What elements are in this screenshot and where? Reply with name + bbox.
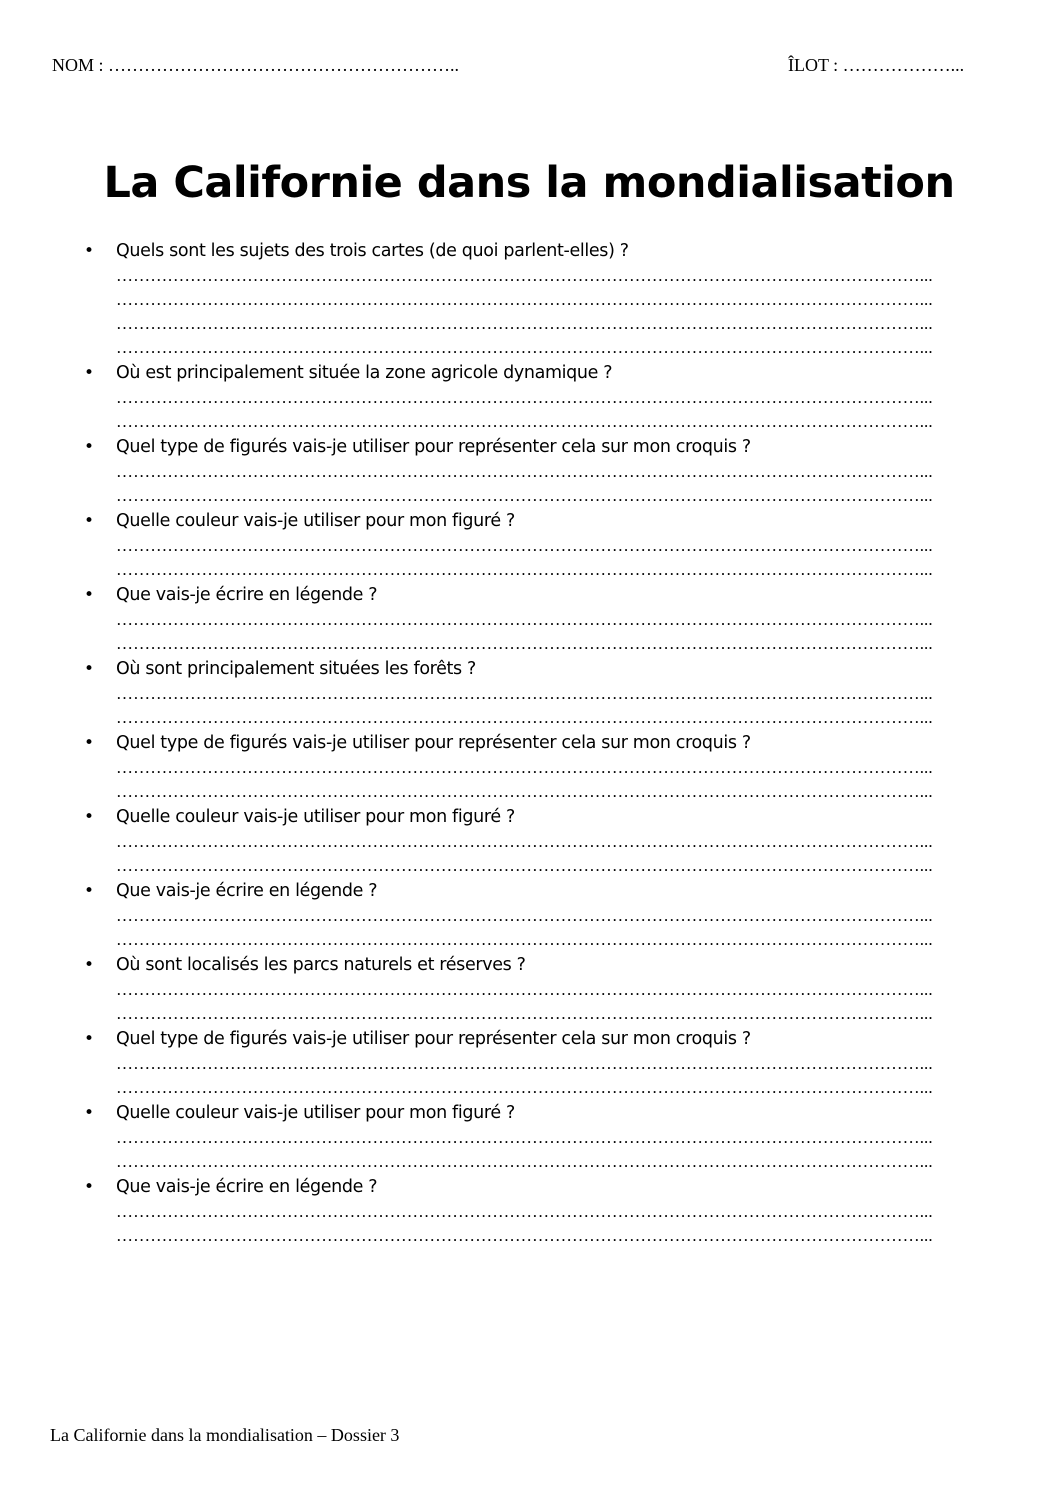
- answer-line[interactable]: ……………………………………………………………………………………………………………………………...: [116, 930, 933, 949]
- answer-line[interactable]: ……………………………………………………………………………………………………………………………...: [116, 708, 933, 727]
- question-text: Que vais-je écrire en légende ?: [116, 585, 378, 605]
- question-item: [0, 656, 1058, 730]
- question-item: [0, 1026, 1058, 1100]
- question-text: Où sont principalement situées les forêts ?: [116, 659, 476, 679]
- question-text: Quelle couleur vais-je utiliser pour mon figuré ?: [116, 807, 515, 827]
- name-field[interactable]: NOM : …………………………………………………..: [52, 55, 460, 75]
- bullet-icon: •: [84, 363, 95, 383]
- question-item: [0, 804, 1058, 878]
- question-text: Quels sont les sujets des trois cartes (de quoi parlent-elles) ?: [116, 241, 629, 261]
- answer-line[interactable]: ……………………………………………………………………………………………………………………………...: [116, 1152, 933, 1171]
- answer-line[interactable]: ……………………………………………………………………………………………………………………………...: [116, 412, 933, 431]
- question-item: [0, 434, 1058, 508]
- page-title: La Californie dans la mondialisation: [103, 157, 955, 208]
- answer-line[interactable]: ……………………………………………………………………………………………………………………………...: [116, 536, 933, 555]
- bullet-icon: •: [84, 1177, 95, 1197]
- question-list: [0, 238, 1058, 1248]
- answer-line[interactable]: ……………………………………………………………………………………………………………………………...: [116, 290, 933, 309]
- bullet-icon: •: [84, 955, 95, 975]
- question-item: [0, 508, 1058, 582]
- answer-line[interactable]: ……………………………………………………………………………………………………………………………...: [116, 782, 933, 801]
- answer-line[interactable]: ……………………………………………………………………………………………………………………………...: [116, 610, 933, 629]
- question-text: Quel type de figurés vais-je utiliser pour représenter cela sur mon croquis ?: [116, 1029, 751, 1049]
- answer-line[interactable]: ……………………………………………………………………………………………………………………………...: [116, 758, 933, 777]
- answer-line[interactable]: ……………………………………………………………………………………………………………………………...: [116, 980, 933, 999]
- answer-line[interactable]: ……………………………………………………………………………………………………………………………...: [116, 832, 933, 851]
- bullet-icon: •: [84, 1103, 95, 1123]
- question-text: Quel type de figurés vais-je utiliser pour représenter cela sur mon croquis ?: [116, 437, 751, 457]
- answer-line[interactable]: ……………………………………………………………………………………………………………………………...: [116, 560, 933, 579]
- answer-line[interactable]: ……………………………………………………………………………………………………………………………...: [116, 1054, 933, 1073]
- question-text: Quel type de figurés vais-je utiliser pour représenter cela sur mon croquis ?: [116, 733, 751, 753]
- bullet-icon: •: [84, 437, 95, 457]
- question-text: Quelle couleur vais-je utiliser pour mon figuré ?: [116, 1103, 515, 1123]
- answer-line[interactable]: ……………………………………………………………………………………………………………………………...: [116, 634, 933, 653]
- answer-line[interactable]: ……………………………………………………………………………………………………………………………...: [116, 1004, 933, 1023]
- question-item: [0, 1100, 1058, 1174]
- answer-line[interactable]: ……………………………………………………………………………………………………………………………...: [116, 388, 933, 407]
- question-item: [0, 1174, 1058, 1248]
- bullet-icon: •: [84, 733, 95, 753]
- answer-line[interactable]: ……………………………………………………………………………………………………………………………...: [116, 338, 933, 357]
- question-text: Que vais-je écrire en légende ?: [116, 1177, 378, 1197]
- answer-line[interactable]: ……………………………………………………………………………………………………………………………...: [116, 856, 933, 875]
- answer-line[interactable]: ……………………………………………………………………………………………………………………………...: [116, 462, 933, 481]
- question-text: Quelle couleur vais-je utiliser pour mon figuré ?: [116, 511, 515, 531]
- answer-line[interactable]: ……………………………………………………………………………………………………………………………...: [116, 1226, 933, 1245]
- page-footer: La Californie dans la mondialisation – Dossier 3: [50, 1425, 400, 1445]
- group-field[interactable]: ÎLOT : ………………...: [788, 55, 965, 75]
- answer-line[interactable]: ……………………………………………………………………………………………………………………………...: [116, 1078, 933, 1097]
- question-text: Où sont localisés les parcs naturels et réserves ?: [116, 955, 526, 975]
- answer-line[interactable]: ……………………………………………………………………………………………………………………………...: [116, 486, 933, 505]
- answer-line[interactable]: ……………………………………………………………………………………………………………………………...: [116, 314, 933, 333]
- question-item: [0, 582, 1058, 656]
- question-item: [0, 730, 1058, 804]
- answer-line[interactable]: ……………………………………………………………………………………………………………………………...: [116, 1128, 933, 1147]
- bullet-icon: •: [84, 1029, 95, 1049]
- bullet-icon: •: [84, 511, 95, 531]
- answer-line[interactable]: ……………………………………………………………………………………………………………………………...: [116, 1202, 933, 1221]
- answer-line[interactable]: ……………………………………………………………………………………………………………………………...: [116, 906, 933, 925]
- bullet-icon: •: [84, 881, 95, 901]
- answer-line[interactable]: ……………………………………………………………………………………………………………………………...: [116, 684, 933, 703]
- question-text: Que vais-je écrire en légende ?: [116, 881, 378, 901]
- answer-line[interactable]: ……………………………………………………………………………………………………………………………...: [116, 266, 933, 285]
- question-item: [0, 952, 1058, 1026]
- bullet-icon: •: [84, 659, 95, 679]
- question-text: Où est principalement située la zone agricole dynamique ?: [116, 363, 613, 383]
- bullet-icon: •: [84, 241, 95, 261]
- bullet-icon: •: [84, 807, 95, 827]
- question-item: [0, 878, 1058, 952]
- question-item: [0, 360, 1058, 434]
- bullet-icon: •: [84, 585, 95, 605]
- question-item: [0, 238, 1058, 360]
